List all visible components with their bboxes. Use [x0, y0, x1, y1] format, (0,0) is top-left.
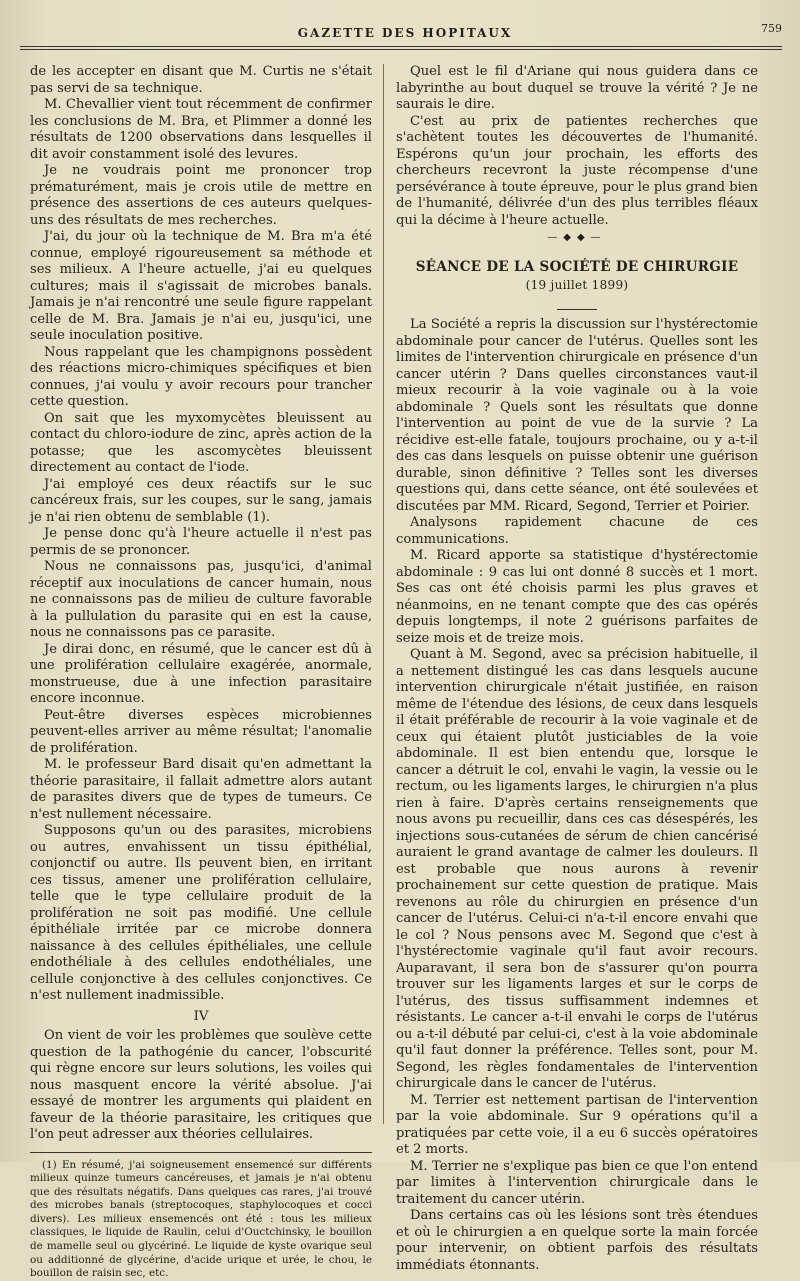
header-rule-top: [20, 46, 782, 47]
footnote-text: (1) En résumé, j'ai soigneusement ensemencé sur différents milieux quinze tumeurs cancéreuses, et jamais je n'ai obtenu que des résultats négatifs. Dans quelques cas rares, j'ai trouvé des microbes banals (streptocoques, staphylocoques et cocci divers). Les milieux ensemencés ont été : tous les milieux classiques, le liquide de Raulin, celui d'Ouctchinsky, le bouillon de mamelle seul ou glycériné. Le liquide de kyste ovarique seul ou additionné de glycérine, d'acide urique et urée, le chou, le bouillon de raisin sec, etc.: [30, 1158, 372, 1280]
ornament-divider: —◆◆—: [547, 232, 607, 243]
paragraph: Nous rappelant que les champignons possèdent des réactions micro-chimiques spécifiques et bien connues, j'ai voulu y avoir recours pour trancher cette question.: [30, 344, 372, 409]
paragraph: M. Ricard apporte sa statistique d'hystérectomie abdominale : 9 cas lui ont donné 8 succès et 1 mort. Ses cas ont été choisis parmi les plus graves et néanmoins, en ne tenant compte que des cas opérés depuis longtemps, il note 2 guérisons parfaites de seize mois et de treize mois.: [396, 548, 758, 646]
paragraph: M. Chevallier vient tout récemment de confirmer les conclusions de M. Bra, et Plimmer a donné les résultats de 1200 observations dans lesquelles il dit avoir constamment isolé des levures.: [30, 97, 372, 162]
section-numeral: IV: [193, 1008, 209, 1024]
paragraph: Je pense donc qu'à l'heure actuelle il n'est pas permis de se prononcer.: [30, 526, 372, 558]
left-column: [30, 64, 372, 1281]
paragraph: Analysons rapidement chacune de ces communications.: [396, 515, 758, 547]
paragraph: Quel est le fil d'Ariane qui nous guidera dans ce labyrinthe au bout duquel se trouve la vérité ? Je ne saurais le dire.: [396, 64, 758, 112]
paragraph: On sait que les myxomycètes bleuissent au contact du chloro-iodure de zinc, après action de la potasse; que les ascomycètes bleuissent directement au contact de l'iode.: [30, 410, 372, 475]
paragraph: Dans certains cas où les lésions sont très étendues et où le chirurgien a en quelque sorte la main forcée pour intervenir, on obtient parfois des résultats immédiats étonnants.: [396, 1208, 758, 1273]
paragraph: J'ai, du jour où la technique de M. Bra m'a été connue, employé rigoureusement sa méthode et ses milieux. A l'heure actuelle, j'ai eu quelques cultures; mais il s'agissait de microbes banals. Jamais je n'ai rencontré une seule figure rappelant celle de M. Bra. Jamais je n'ai eu, jusqu'ici, une seule inoculation positive.: [30, 229, 372, 343]
paragraph: M. Terrier ne s'explique pas bien ce que l'on entend par limites à l'intervention chirurgicale dans le traitement du cancer utérin.: [396, 1158, 758, 1207]
paragraph: de les accepter en disant que M. Curtis ne s'était pas servi de sa technique.: [30, 64, 372, 96]
page-number: 759: [761, 22, 782, 35]
paragraph: M. le professeur Bard disait qu'en admettant la théorie parasitaire, il fallait admettre alors autant de parasites divers que de types de tumeurs. Ce n'est nullement nécessaire.: [30, 757, 372, 822]
page-header: [20, 22, 790, 44]
section-title: SÉANCE DE LA SOCIÉTÉ DE CHIRURGIE: [415, 258, 739, 275]
paragraph: J'ai employé ces deux réactifs sur le suc cancéreux frais, sur les coupes, sur le sang, jamais je n'ai rien obtenu de semblable (1).: [30, 476, 372, 525]
paragraph: On vient de voir les problèmes que soulève cette question de la pathogénie du cancer, l'obscurité qui règne encore sur leurs solutions, les voiles qui nous masquent encore la vérité absolue. J'ai essayé de montrer les arguments qui plaident en faveur de la théorie parasitaire, les critiques que l'on peut adresser aux théories cellulaires.: [30, 1028, 372, 1142]
paragraph: Supposons qu'un ou des parasites, microbiens ou autres, envahissent un tissu épithélial, conjonctif ou autre. Ils peuvent bien, en irritant ces tissus, amener une prolifération cellulaire, telle que le type cellulaire produit de la prolifération ne soit pas modifié. Une cellule épithéliale irritée par ce microbe donnera naissance à des cellules épithéliales, une cellule endothéliale à des cellules endothéliales, une cellule conjonctive à des cellules conjonctives. Ce n'est nullement inadmissible.: [30, 823, 372, 1003]
header-rule-bottom: [20, 49, 782, 50]
column-divider: [383, 64, 384, 1124]
journal-title: GAZETTE DES HOPITAUX: [297, 26, 513, 40]
rule-divider: [396, 299, 758, 316]
paragraph: M. Terrier est nettement partisan de l'intervention par la voie abdominale. Sur 9 opérations qu'il a pratiquées par cette voie, il a eu 6 succès opératoires et 2 morts.: [396, 1092, 758, 1157]
paragraph: C'est au prix de patientes recherches que s'achètent toutes les découvertes de l'humanité. Espérons qu'un jour prochain, les efforts des chercheurs recevront la juste récompense d'une persévérance à toute épreuve, pour le plus grand bien de l'humanité, délivrée d'un des plus terribles fléaux qui la décime à l'heure actuelle.: [396, 113, 758, 228]
paragraph: Peut-être diverses espèces microbiennes peuvent-elles arriver au même résultat; l'anomalie de prolifération.: [30, 707, 372, 756]
right-column: [396, 64, 758, 1274]
section-date: (19 juillet 1899): [525, 278, 629, 292]
footnote: [30, 1159, 372, 1281]
paragraph: La Société a repris la discussion sur l'hystérectomie abdominale pour cancer de l'utérus. Quelles sont les limites de l'intervention chirurgicale en présence d'un cancer utérin ? Dans quelles circonstances vaut-il mieux recourir à la voie vaginale ou à la voie abdominale ? Quels sont les résultats que donne l'intervention au point de vue de la survie ? La récidive est-elle fatale, toujours prochaine, ou y a-t-il des cas dans lesquels on puisse obtenir une guérison durable, sinon définitive ? Telles sont les diverses questions qui, dans cette séance, ont été soulevées et discutées par MM. Ricard, Segond, Terrier et Poirier.: [396, 317, 758, 514]
footnote-separator: [30, 1152, 372, 1153]
paragraph: Je dirai donc, en résumé, que le cancer est dû à une prolifération cellulaire exagérée, anormale, monstrueuse, due à une infection parasitaire encore inconnue.: [30, 641, 372, 706]
paragraph: Nous ne connaissons pas, jusqu'ici, d'animal réceptif aux inoculations de cancer humain, nous ne connaissons pas de milieu de culture favorable à la pullulation du parasite qui en est la cause, nous ne connaissons pas ce parasite.: [30, 559, 372, 640]
paragraph: Je ne voudrais point me prononcer trop prématurément, mais je crois utile de mettre en présence des assertions de ces auteurs quelques-uns des résultats de mes recherches.: [30, 163, 372, 228]
paragraph: Quant à M. Segond, avec sa précision habituelle, il a nettement distingué les cas dans lesquels aucune intervention chirurgicale n'était justifiée, en raison même de l'étendue des lésions, de ceux dans lesquels il était préférable de recourir à la voie vaginale et de ceux qui étaient plutôt justiciables de la voie abdominale. Il est bien entendu que, lorsque le cancer a détruit le col, envahi le vagin, la vessie ou le rectum, ou les ligaments larges, le chirurgien n'a plus rien à faire. D'après certains renseignements que nous avons pu recueillir, dans ces cas désespérés, les injections sous-cutanées de sérum de chien cancérisé auraient le grand avantage de calmer les douleurs. Il est probable que nous aurons à revenir prochainement sur cette question de pratique. Mais revenons au rôle du chirurgien en présence d'un cancer de l'utérus. Celui-ci n'a-t-il encore envahi que le col ? Nous pensons avec M. Segond que c'est à l'hystérectomie vaginale qu'il faut avoir recours. Auparavant, il sera bon de s'assurer qu'on pourra trouver sur les ligaments larges et sur le corps de l'utérus, des tissus suffisamment indemnes et résistants. Le cancer a-t-il envahi le corps de l'utérus ou a-t-il débuté par celui-ci, c'est à la voie abdominale qu'il faut donner la préférence. Telles sont, pour M. Segond, les règles fondamentales de l'intervention chirurgicale dans le cancer de l'utérus.: [396, 647, 758, 1091]
